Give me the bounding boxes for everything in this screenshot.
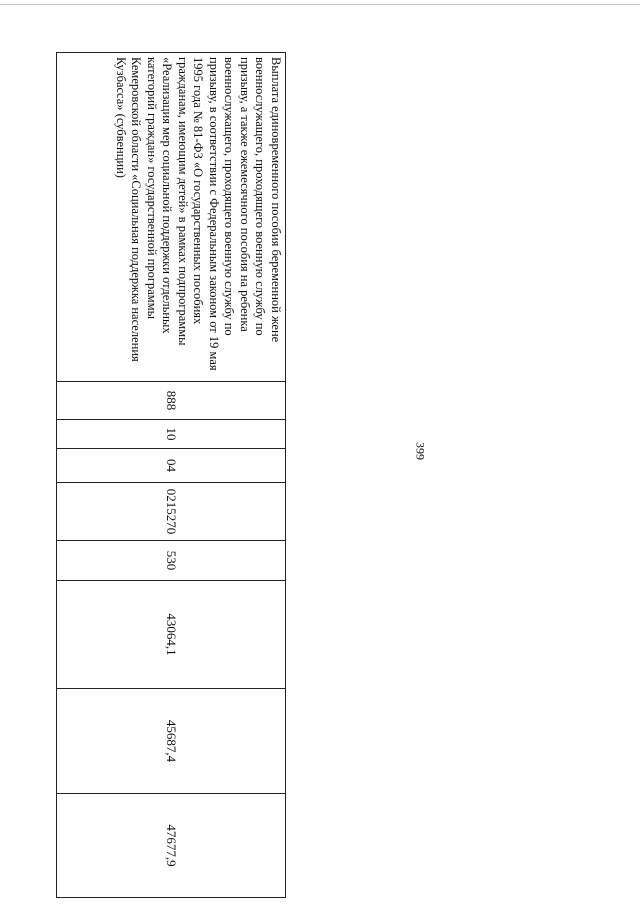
value-1: 43064,1: [163, 613, 179, 656]
value-2-cell: [57, 689, 286, 794]
target-code-cell: [57, 483, 286, 541]
value-3: 47677,9: [163, 824, 179, 867]
value-1-cell: [57, 581, 286, 689]
target-code: 0215270: [163, 488, 179, 535]
table-row: [57, 53, 286, 898]
page-number: 399: [413, 442, 428, 460]
subsection-code: 04: [163, 459, 179, 472]
budget-table-rotated: [56, 52, 286, 892]
value-2: 45687,4: [163, 719, 179, 763]
description-text: Выплата единовременного пособия беременной жене военнослужащего, проходящего военную службу по призыву, а также ежемесячного пособия на ребенка военнослужащего, проходящего военную службу по призыву, в соответствии с Федеральным законом от 19 мая 1995 года № 81-ФЗ «О государственных пособиях гражданам, имеющим детей» в рамках подпрограммы «Реализация мер социальной поддержки отдельных категорий граждан» государственной программы Кемеровской области «Социальная поддержка населения Кузбасса» (субвенции): [114, 57, 283, 371]
section-code: 10: [163, 427, 179, 441]
subsection-cell: [57, 449, 286, 483]
expense-type: 530: [163, 550, 179, 571]
description-cell: [57, 53, 286, 382]
budget-table: [56, 52, 286, 898]
value-3-cell: [57, 794, 286, 898]
admin-code: 888: [163, 390, 179, 411]
section-cell: [57, 420, 286, 449]
admin-code-cell: [57, 382, 286, 420]
top-divider: [0, 4, 640, 5]
expense-type-cell: [57, 541, 286, 581]
